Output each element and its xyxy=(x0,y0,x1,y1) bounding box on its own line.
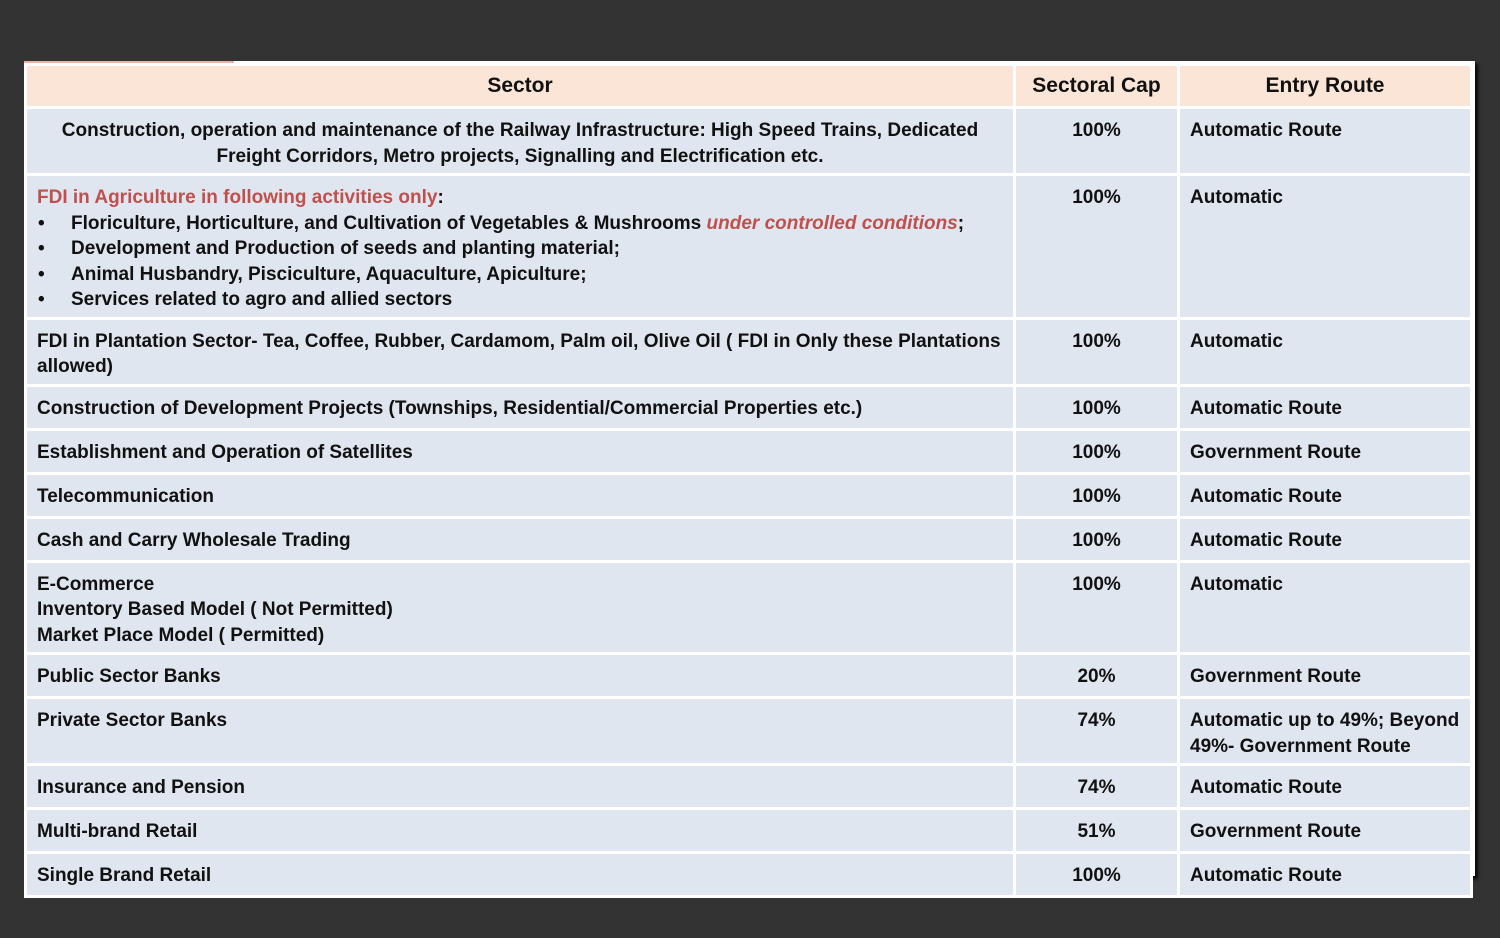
table-row xyxy=(26,473,1472,517)
table-row xyxy=(26,654,1472,698)
table-row xyxy=(26,853,1472,897)
sector-line: Market Place Model ( Permitted) xyxy=(37,624,325,646)
route-cell: Government Route xyxy=(1179,429,1472,473)
route-cell: Automatic Route xyxy=(1179,108,1472,175)
sector-cell: Telecommunication xyxy=(26,473,1015,517)
sector-cell xyxy=(26,561,1015,654)
agriculture-heading xyxy=(37,185,1003,211)
list-item xyxy=(37,211,1003,237)
cap-cell: 74% xyxy=(1015,698,1179,765)
route-cell: Government Route xyxy=(1179,809,1472,853)
fdi-sector-table xyxy=(24,63,1473,898)
header-sector: Sector xyxy=(26,65,1015,108)
cap-cell: 100% xyxy=(1015,473,1179,517)
cap-cell: 100% xyxy=(1015,318,1179,385)
route-cell: Automatic xyxy=(1179,561,1472,654)
sector-cell: Multi-brand Retail xyxy=(26,809,1015,853)
sector-line: Inventory Based Model ( Not Permitted) xyxy=(37,599,393,620)
route-cell: Automatic up to 49%; Beyond 49%- Government Route xyxy=(1179,698,1472,765)
sector-cell: Public Sector Banks xyxy=(26,654,1015,698)
list-item: • Development and Production of seeds and planting material; xyxy=(37,236,1003,262)
sector-cell: Construction, operation and maintenance of the Railway Infrastructure: High Speed Trains, Dedicated Freight Corridors, Metro projects, Signalling and Electrification etc. xyxy=(26,108,1015,175)
agriculture-activity-list xyxy=(37,211,1003,313)
header-sectoral-cap: Sectoral Cap xyxy=(1015,65,1179,108)
cap-cell: 100% xyxy=(1015,561,1179,654)
slide xyxy=(24,61,1475,886)
route-cell: Automatic Route xyxy=(1179,385,1472,429)
sector-cell: FDI in Plantation Sector- Tea, Coffee, Rubber, Cardamom, Palm oil, Olive Oil ( FDI in Only these Plantations allowed) xyxy=(26,318,1015,385)
cap-cell: 100% xyxy=(1015,853,1179,897)
agriculture-heading-text: FDI in Agriculture in following activities only xyxy=(37,187,438,208)
cap-cell: 100% xyxy=(1015,517,1179,561)
table-row xyxy=(26,561,1472,654)
cap-cell: 100% xyxy=(1015,385,1179,429)
table-row xyxy=(26,809,1472,853)
header-entry-route: Entry Route xyxy=(1179,65,1472,108)
emphasis-text: under controlled conditions xyxy=(706,212,958,234)
header-row xyxy=(26,65,1472,108)
list-item-suffix: ; xyxy=(957,212,965,234)
sector-cell: Single Brand Retail xyxy=(26,853,1015,897)
agriculture-heading-colon: : xyxy=(437,187,444,208)
cap-cell: 20% xyxy=(1015,654,1179,698)
cap-cell: 74% xyxy=(1015,765,1179,809)
route-cell: Automatic Route xyxy=(1179,517,1472,561)
sector-cell: Insurance and Pension xyxy=(26,765,1015,809)
list-item: • Services related to agro and allied sectors xyxy=(37,287,1003,313)
cap-cell: 100% xyxy=(1015,108,1179,175)
route-cell: Automatic Route xyxy=(1179,473,1472,517)
sector-line: E-Commerce xyxy=(37,573,155,595)
route-cell: Automatic Route xyxy=(1179,765,1472,809)
sector-cell: Cash and Carry Wholesale Trading xyxy=(26,517,1015,561)
table-row xyxy=(26,175,1472,319)
cap-cell: 100% xyxy=(1015,175,1179,319)
table-row xyxy=(26,765,1472,809)
table-row xyxy=(26,517,1472,561)
sector-cell xyxy=(26,175,1015,319)
list-item-text: Floriculture, Horticulture, and Cultivation of Vegetables & Mushrooms xyxy=(71,212,707,234)
route-cell: Automatic Route xyxy=(1179,853,1472,897)
sector-cell: Establishment and Operation of Satellites xyxy=(26,429,1015,473)
table-row xyxy=(26,429,1472,473)
table-row xyxy=(26,385,1472,429)
route-cell: Automatic xyxy=(1179,175,1472,319)
table-row xyxy=(26,318,1472,385)
cap-cell: 51% xyxy=(1015,809,1179,853)
sector-cell: Private Sector Banks xyxy=(26,698,1015,765)
route-cell: Automatic xyxy=(1179,318,1472,385)
sector-cell: Construction of Development Projects (Townships, Residential/Commercial Properties etc.) xyxy=(26,385,1015,429)
cap-cell: 100% xyxy=(1015,429,1179,473)
route-cell: Government Route xyxy=(1179,654,1472,698)
table-row xyxy=(26,698,1472,765)
table-row xyxy=(26,108,1472,175)
list-item: • Animal Husbandry, Pisciculture, Aquaculture, Apiculture; xyxy=(37,262,1003,288)
